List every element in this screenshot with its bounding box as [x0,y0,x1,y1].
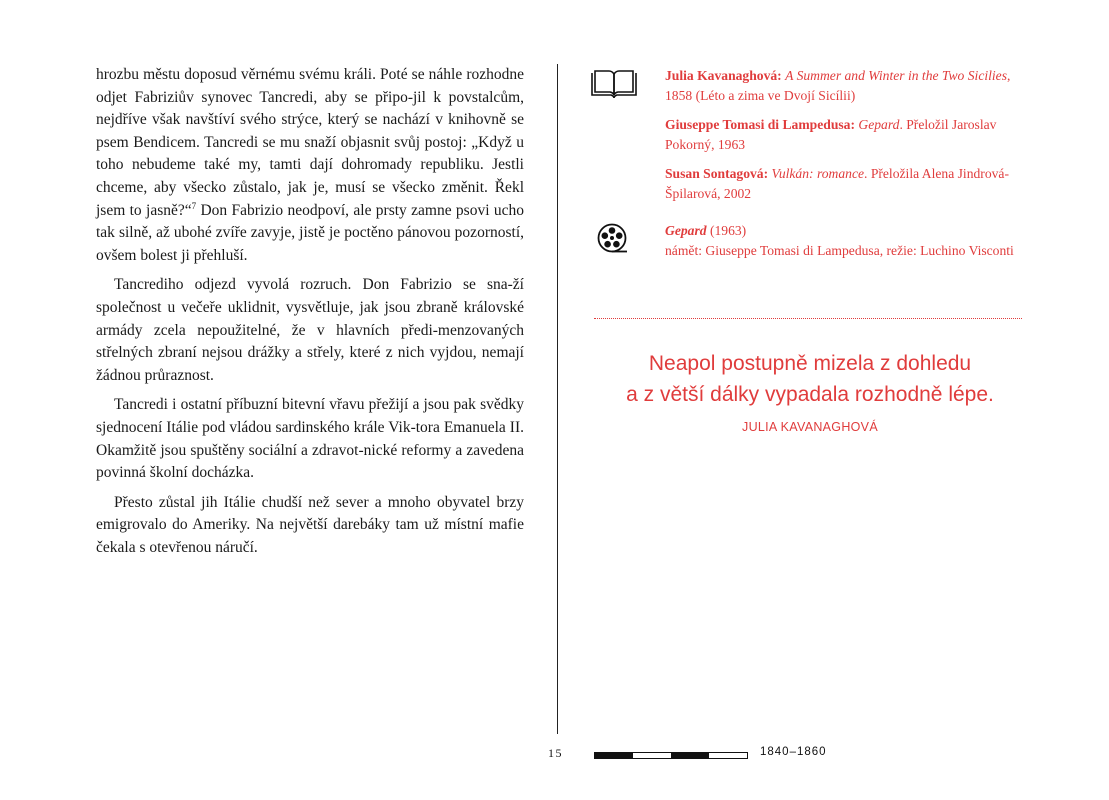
film-reference: Gepard (1963) námět: Giuseppe Tomasi di Lampedusa, režie: Luchino Visconti [665,223,1014,258]
book-reference: Giuseppe Tomasi di Lampedusa: Gepard. Přeložil Jaroslav Pokorný, 1963 [665,117,997,152]
quote-line: a z větší dálky vypadala rozhodně lépe. [626,383,994,406]
book-references [665,66,1035,213]
open-book-icon [589,68,639,105]
footnote-mark[interactable]: 7 [191,200,197,211]
page-number: 15 [548,746,563,760]
paragraph: hrozbu městu doposud věrnému svému králi. Poté se náhle rozhodne odjet Fabriziův synovec Tancredi, aby se připo-jil k povstalcům, nejdříve však navštíví svého strýce, který se nachází v knihovně se psem Bendicem. Tancredi se mu snaží objasnit svůj postoj: „Když u toho nebudeme také my, tamti dají dohromady republiku. Jestli chceme, aby všecko zůstalo, jak je, musí se všecko změnit. Řekl jsem to jasně?“$^7$ Don Fabrizio neodpoví, ale prsty zamne psovi ucho tak silně, až ubohé zvíře zavyje, jistě je poctěno pánovou pozorností, ovšem bolest ji přehluší. [96,66,524,264]
film-credits: námět: Giuseppe Tomasi di Lampedusa, režie: Luchino Visconti [665,243,1014,258]
paragraph: Přesto zůstal jih Itálie chudší než sever a mnoho obyvatel brzy emigrovalo do Ameriky. Na největší darebáky tam už místní mafie čekala s otevřenou náručí. [96,493,524,556]
quote-author: JULIA KAVANAGHOVÁ [742,420,878,434]
pull-quote [560,348,1060,410]
column-divider [557,64,558,734]
quote-line: Neapol postupně mizela z dohledu [648,352,972,375]
dotted-separator [594,318,1022,319]
body-text [96,64,524,566]
film-reel-icon [596,222,630,261]
time-period: 1840–1860 [760,746,827,758]
book-reference: Julia Kavanaghová: A Summer and Winter in the Two Sicilies, 1858 (Léto a zima ve Dvojí Sicílii) [665,68,1011,103]
scale-bar [594,752,748,759]
paragraph: Tancrediho odjezd vyvolá rozruch. Don Fabrizio se sna-ží společnost u večeře uklidnit, vysvětluje, jak jsou zbraně královské armády zcela nepoužitelné, že v hlavních předi-menzovaných střelných zbraní nejsou drážky a střely, které z nich vyjdou, nemají žádnou průraznost. [96,276,524,384]
book-reference: Susan Sontagová: Vulkán: romance. Přeložila Alena Jindrová-Špilarová, 2002 [665,166,1009,201]
paragraph: Tancredi i ostatní příbuzní bitevní vřavu přežijí a jsou pak svědky sjednocení Itálie pod vládou sardinského krále Vik-tora Emanuela II. Okamžitě jsou spuštěny sociální a zdravot-nické reformy a zavedena povinná školní docházka. [96,396,524,482]
